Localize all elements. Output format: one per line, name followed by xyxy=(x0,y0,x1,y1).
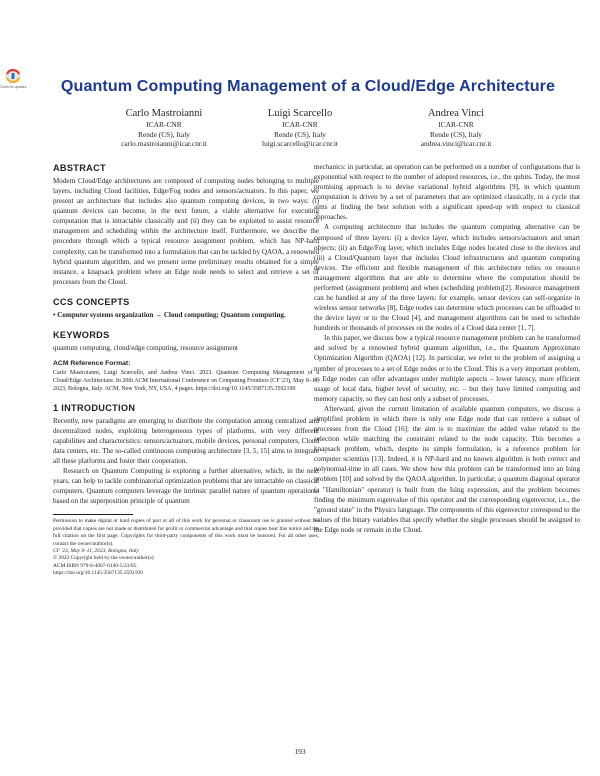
right-column xyxy=(314,162,580,535)
ccs-heading: CCS CONCEPTS xyxy=(53,296,130,307)
author-affiliation: ICAR-CNR xyxy=(438,120,474,129)
keywords-heading: KEYWORDS xyxy=(53,329,110,340)
body-paragraph: In this paper, we discuss how a typical resource management problem can be transformed and solved by a renowned hybrid quantum algorithm, i.e., the Quantum Approximate Optimization Algorithm (QAOA) [12]. In particular, we refer to the problem of assigning a number of processes to a set of Edge nodes or to the Cloud. This is a very important problem, as Edge nodes can offer advantages under multiple aspects – lower latency, more efficient usage of local data, higher level of security, etc. – but they have limited computing and memory capacity, so they can host only a subset of processes. xyxy=(314,334,580,403)
check-for-updates-icon xyxy=(0,68,27,94)
author-email[interactable]: carlo.mastroianni@icar.cnr.it xyxy=(121,139,207,149)
introduction-heading: 1 INTRODUCTION xyxy=(53,402,136,413)
abstract-text: Modern Cloud/Edge architectures are composed of computing nodes belonging to multiple layers, including Cloud facilities, Edge/Fog nodes and sensors/actuators. In this paper, we present an architecture that includes also quantum computing devices, in two ways: (i) quantum devices can become, in the next future, a viable alternative for executing computation that is intractable classically and (ii) they can be exploited to assist resource management and scheduling within the architecture itself. Furthermore, we describe the procedure through which a typical resource assignment problem, which has NP-hard complexity, can be transformed into a formulation that can be tackled by QAOA, a renowned hybrid quantum algorithm, and we present some preliminary results obtained for a simple instance, a knapsack problem where an Edge node needs to select and retrieve a set of processes from the Cloud. xyxy=(53,177,319,286)
author-3 xyxy=(366,108,546,149)
author-name: Carlo Mastroianni xyxy=(125,108,203,119)
intro-paragraph: Recently, new paradigms are emerging to distribute the computation among centralized and decentralized nodes, exploiting heterogeneous types of platforms, with very different capabilities and characteristics: sensors/actuators, mobile devices, personal computers, Cloud data centers, etc. The so-called continuous computing architecture [3, 5, 15] aims to integrate all these platforms and foster their cooperation. xyxy=(53,416,319,465)
body-paragraph: A computing architecture that includes the quantum computing alternative can be composed of three layers: (i) a device layer, which includes sensors/actuators and smart objects; (ii) an Edge/Fog layer, which includes Edge nodes located close to the devices and (iii) a Cloud/Quantum layer that includes Cloud infrastructures and quantum computing devices. The efficient and flexible management of this architecture relies on resource management algorithms that are able to determine where the computation should be performed (assignment problem) and when (scheduling problem)[2]. Resource management can be handled at any of the three layers: for example, sensor devices can self-organize in wireless sensor networks [8], Edge nodes can determine which processes can be offloaded to the device layer or to the Cloud [4], and management algorithms can be used to schedule hundreds or thousands of processes on the nodes of a Cloud data center [1, 7]. xyxy=(314,223,580,333)
body-paragraph: Afterward, given the current limitation of available quantum computers, we discuss a simplified problem in which there is only one Edge node that can retrieve a subset of processes from the Cloud [16]: the aim is to maximize the added value related to the selection while matching the constraint related to the node capacity. This becomes a knapsack problem, which, despite its simple formulation, is a reference problem for computer scientists [13]. Indeed, it is NP-hard and no known algorithm is both correct and polynomial-time in all cases. We show how this problem can be transformed into an Ising problem [10] and solved by the QAOA algorithm. In particular, a quantum diagonal operator (a "Hamiltonian" operator) is built from the Ising expression, and the problem becomes finding the minimum eigenvalue of this operator and the corresponding eigenvector, i.e., the "ground state" in the Physics language. The components of this eigenvector correspond to the values of the binary variables that specify whether the single processes should be assigned to the Edge node or remain in the Cloud. xyxy=(314,404,580,534)
author-2 xyxy=(210,108,390,149)
intro-paragraph: Research on Quantum Computing is exploring a further alternative, which, in the next years, can help to tackle combinatorial optimization problems that are intractable on classical computers. Quantum computers leverage the intrinsic parallel nature of quantum operations, based on the superposition principle of quantum xyxy=(53,467,319,506)
body-paragraph: mechanics: in particular, an operation can be performed on a number of configurations that is exponential with respect to the number of adopted resources, i.e., the qubits. Today, the most promising approach is to devise variational hybrid algorithms [9], in which quantum computation is driven by a set of parameters that are optimized classically, in a cycle that aims at finding the best solution with a significant speed-up with respect to classical approaches. xyxy=(314,163,580,222)
left-column xyxy=(53,162,319,578)
check-for-updates-badge[interactable] xyxy=(0,68,27,94)
author-location: Rende (CS), Italy xyxy=(274,129,326,139)
author-name: Luigi Scarcello xyxy=(267,108,333,119)
author-email[interactable]: andrea.vinci@icar.cnr.it xyxy=(420,139,492,149)
copyright-line: © 2023 Copyright held by the owner/author(s). xyxy=(53,555,155,562)
author-location: Rende (CS), Italy xyxy=(138,129,190,139)
keywords-text: quantum computing, cloud/edge computing, resource assignment xyxy=(53,343,238,352)
footnote-rule xyxy=(53,514,133,515)
author-affiliation: ICAR-CNR xyxy=(146,120,182,129)
badge-text: Check for updates xyxy=(0,85,27,89)
isbn-line: ACM ISBN 979-8-4007-0140-5/23/05. xyxy=(53,562,138,569)
page-number: 193 xyxy=(294,747,306,756)
permission-block xyxy=(53,518,319,577)
acm-reference-text: Carlo Mastroianni, Luigi Scarcello, and Andrea Vinci. 2023. Quantum Computing Management of a Cloud/Edge Architecture. In 20th ACM International Conference on Computing Frontiers (CF '23), May 9–11, 2023, Bologna, Italy. ACM, New York, NY, USA, 4 pages. https://doi.org/10.1145/3587135.3592190 xyxy=(53,370,319,393)
permission-text: Permission to make digital or hard copies of part or all of this work for personal or classroom use is granted without fee provided that copies are not made or distributed for profit or commercial advantage and that copies bear this notice and the full citation on the first page. Copyrights for third-party components of this work must be honored. For all other uses, contact the owner/author(s). xyxy=(53,518,319,547)
acm-reference-heading: ACM Reference Format: xyxy=(53,360,131,368)
abstract-heading: ABSTRACT xyxy=(53,163,106,173)
author-name: Andrea Vinci xyxy=(427,108,485,119)
conference-line: CF '23, May 9–11, 2023, Bologna, Italy xyxy=(53,547,139,554)
author-email[interactable]: luigi.scarcello@icar.cnr.it xyxy=(262,139,338,149)
author-affiliation: ICAR-CNR xyxy=(282,120,318,129)
paper-title: Quantum Computing Management of a Cloud/Edge Architecture xyxy=(60,77,556,95)
author-location: Rende (CS), Italy xyxy=(430,129,482,139)
ccs-text: • Computer systems organization → Cloud computing; Quantum computing. xyxy=(53,310,286,319)
doi-link[interactable]: https://doi.org/10.1145/3587135.3592190 xyxy=(53,570,143,577)
